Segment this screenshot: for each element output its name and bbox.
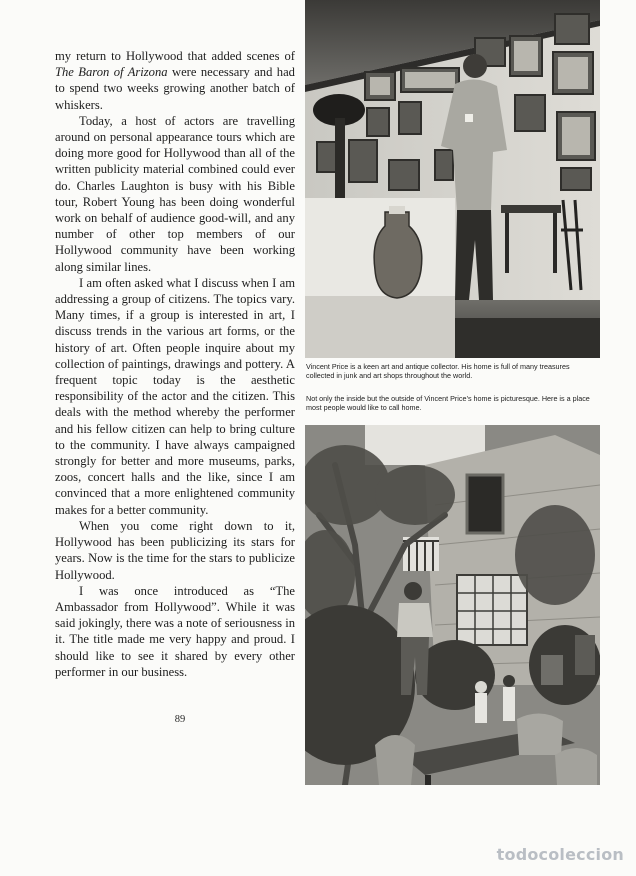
paragraph-1-text-end: were necessary and had to spend two weeks growing another batch of whiskers. [55, 65, 295, 112]
paragraph-3: I am often asked what I discuss when I am addressing a group of citizens. The topics vary. Many times, if a group is interested in art, I discuss trends in the various art forms, or the history of art. Often people inquire about my collection of paintings, drawings and pottery. A frequent topic today is the aesthetic responsibility of the actor and the citizen. This deals with the method whereby the performer and his fellow citizen can help to bring culture to the community. I have always campaigned strongly for better and more museums, parks, zoos, concert halls and the like, since I am convinced that a more enlightened community makes for a better community. [55, 275, 295, 517]
interior-photo [305, 0, 600, 358]
page-number: 89 [174, 714, 186, 725]
paragraph-4: When you come right down to it, Hollywood has been publicizing its stars for years. Now is the time for the stars to publicize Hollywood. [55, 518, 295, 582]
interior-photo-art [305, 0, 600, 358]
paragraph-1-text: my return to Hollywood that added scenes of [55, 49, 295, 63]
exterior-photo-art [305, 425, 600, 785]
caption-interior: Vincent Price is a keen art and antique collector. His home is full of many treasures collected in junk and art shops throughout the world. [306, 362, 570, 381]
caption-exterior: Not only the inside but the outside of Vincent Price’s home is picturesque. Here is a place most people would like to call home. [306, 394, 590, 413]
exterior-photo [305, 425, 600, 785]
paragraph-2: Today, a host of actors are travelling around on personal appearance tours which are doing more good for Hollywood than all of the written publicity material combined could ever do. Charles Laughton is busy with his Bible tour, Robert Young has been doing wonderful work on behalf of audience good-will, and any number of other top members of our Hollywood community have been working along similar lines. [55, 113, 295, 274]
watermark: todocoleccion [496, 845, 624, 864]
paragraph-1 [55, 48, 295, 113]
paragraph-5: I was once introduced as “The Ambassador from Hollywood”. While it was said jokingly, there was a note of seriousness in it. The title made me very happy and proud. I should like to see it shared by every other performer in our business. [55, 583, 295, 679]
film-title: The Baron of Arizona [55, 65, 168, 80]
article-column [55, 48, 295, 680]
